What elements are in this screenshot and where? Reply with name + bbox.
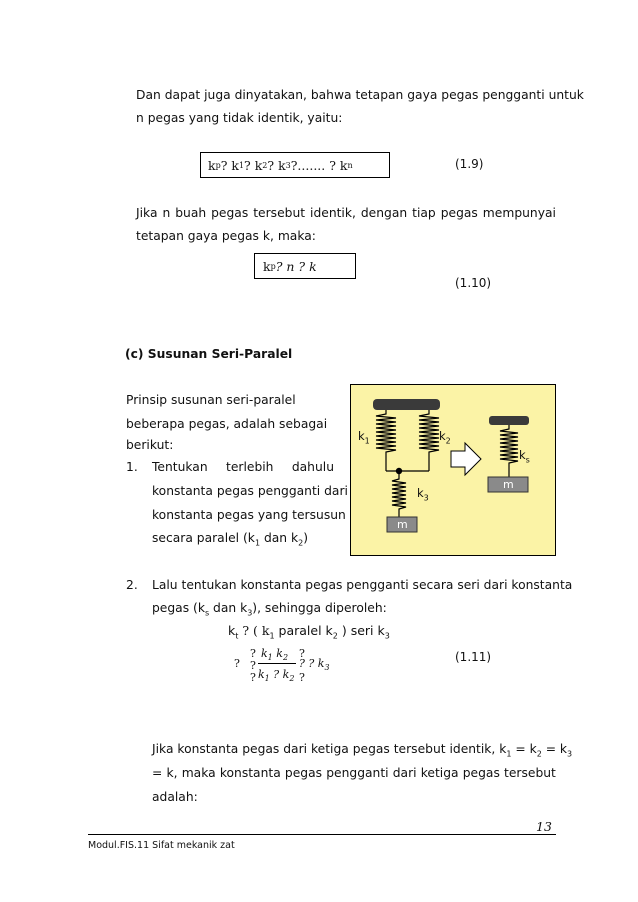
equation-number-1-9: (1.9) (455, 157, 484, 171)
item-1-line-4 (152, 530, 308, 551)
t: ) seri k (337, 623, 385, 638)
identical-line-1 (136, 205, 556, 221)
eq-kp: k (263, 258, 271, 274)
top-support (373, 399, 440, 410)
t: ? ( k (238, 623, 270, 638)
s: 1 (267, 653, 273, 663)
eq-part-a: ? k (220, 157, 239, 173)
text: = k (511, 742, 537, 756)
closing-line-1 (152, 741, 572, 762)
s: 3 (324, 663, 330, 673)
s: 1 (264, 674, 270, 684)
section-heading: (c) Susunan Seri-Paralel (125, 347, 293, 361)
intro-line-1: Dan dapat juga dinyatakan, bahwa tetapan gaya pegas pengganti untuk (136, 88, 584, 102)
t: k (519, 448, 526, 462)
spring-k3 (392, 471, 406, 517)
footer-module: Modul.FIS.11 Sifat mekanik zat (88, 840, 235, 851)
sub: 2 (536, 749, 542, 759)
text: dan k (209, 601, 248, 615)
s: 3 (423, 493, 429, 503)
t: k (276, 647, 283, 660)
eq-part-d: ?....... ? k (290, 157, 348, 173)
t: k (261, 647, 268, 660)
s: 1 (364, 436, 370, 446)
word: ketiga (420, 766, 459, 780)
label-k2 (439, 428, 451, 449)
right-support (489, 416, 529, 425)
eq-part-b: ? k (244, 157, 263, 173)
eq-part-c: ? k (267, 157, 286, 173)
s: s (525, 455, 530, 465)
text: secara paralel (k (152, 531, 255, 545)
item-1-line-3: konstanta pegas yang tersusun (152, 508, 346, 522)
word: dengan (360, 206, 408, 220)
fraction-denominator (258, 668, 294, 683)
item-1-line-1 (152, 459, 334, 475)
spring-diagram-svg (351, 385, 555, 555)
eq-sub-2: 2 (262, 160, 268, 170)
item-2-line-2 (152, 600, 387, 621)
word: pegas (284, 766, 323, 780)
t: ? k (269, 668, 290, 681)
word: = (152, 766, 163, 780)
word: identik, (310, 206, 356, 220)
word: pegas (211, 206, 249, 220)
sub: 2 (298, 538, 304, 548)
s: 3 (384, 631, 390, 641)
q-bracket: ? (250, 671, 256, 684)
eq-sub-3: 3 (285, 160, 291, 170)
text: ), sehingga diperoleh: (252, 601, 387, 615)
word: mempunyai (482, 206, 556, 220)
item-2-line-1: Lalu tentukan konstanta pegas pengganti secara seri dari konstanta (152, 578, 573, 592)
word: dahulu (291, 460, 334, 474)
word: n (162, 206, 171, 220)
equation-1-11-fraction (234, 643, 354, 691)
sub: 1 (506, 749, 512, 759)
intro-line-2: n pegas yang tidak identik, yaitu: (136, 111, 343, 125)
word: pegas (440, 206, 478, 220)
word: tiap (412, 206, 436, 220)
footer-rule (88, 834, 556, 835)
principle-line-1: Prinsip susunan seri-paralel (126, 393, 296, 407)
q-bracket: ? (250, 647, 256, 660)
sub: 3 (567, 749, 573, 759)
equation-number-1-10: (1.10) (455, 276, 492, 290)
t: k (417, 486, 424, 500)
fraction-bar (258, 663, 296, 664)
identical-line-2: tetapan gaya pegas k, maka: (136, 229, 316, 243)
q-bracket: ? (299, 671, 305, 684)
word: konstanta (219, 766, 281, 780)
item-1-line-2: konstanta pegas pengganti dari (152, 484, 348, 498)
arrow-icon (451, 443, 481, 475)
word: terlebih (226, 460, 274, 474)
spring-k1 (376, 410, 396, 471)
label-k1 (358, 428, 370, 449)
closing-line-2 (152, 765, 556, 781)
closing-line-3: adalah: (152, 790, 198, 804)
list-number-2: 2. (126, 578, 138, 592)
word: maka (181, 766, 216, 780)
page-number: 13 (536, 819, 552, 834)
word: tersebut (253, 206, 306, 220)
q-eq: ? (234, 657, 240, 670)
equation-1-10 (254, 253, 356, 279)
t: paralel k (274, 623, 333, 638)
label-k3 (417, 485, 429, 506)
equation-1-11-line-1 (228, 623, 390, 645)
sub: 3 (247, 608, 253, 618)
s: 2 (282, 653, 289, 663)
principle-line-3: berikut: (126, 438, 174, 452)
word: pengganti (326, 766, 389, 780)
eq-kp: k (208, 157, 216, 173)
word: dari (392, 766, 417, 780)
mass-right-label: m (503, 478, 514, 491)
word: pegas (462, 766, 500, 780)
spring-ks (500, 425, 518, 477)
s: 2 (289, 674, 295, 684)
sub: s (204, 608, 210, 618)
label-ks (519, 447, 530, 468)
t: k (228, 623, 236, 638)
text: ) (303, 531, 309, 545)
text: Jika konstanta pegas dari ketiga pegas tersebut identik, k (152, 742, 507, 756)
eq-rest: ? n ? k (275, 258, 317, 274)
mass-left-label: m (397, 518, 408, 531)
word: Tentukan (152, 460, 208, 474)
equation-1-9 (200, 152, 390, 178)
list-number-1: 1. (126, 460, 138, 474)
word: Jika (136, 206, 158, 220)
eq-kp-sub: p (215, 160, 221, 170)
t: k (439, 429, 446, 443)
t: ? ? k (299, 657, 325, 670)
s: 1 (269, 631, 275, 641)
eq-sub-1: 1 (238, 160, 245, 170)
eq-sub-n: n (347, 160, 353, 170)
q-bracket: ? (299, 647, 305, 660)
text: dan k (260, 531, 299, 545)
text: pegas (k (152, 601, 205, 615)
principle-line-2: beberapa pegas, adalah sebagai (126, 417, 328, 431)
spring-diagram (350, 384, 556, 556)
s: t (235, 631, 239, 641)
fraction-numerator (261, 647, 288, 662)
word: buah (175, 206, 207, 220)
sub: 1 (254, 538, 261, 548)
spring-k2 (419, 410, 439, 471)
equation-number-1-11: (1.11) (455, 650, 492, 664)
fraction-after (299, 657, 330, 672)
s: 2 (332, 631, 338, 641)
t: k (358, 429, 365, 443)
q-bracket: ? (250, 659, 256, 672)
text: = k (541, 742, 568, 756)
word: k, (166, 766, 178, 780)
t: k (258, 668, 265, 681)
eq-kp-sub: p (270, 261, 276, 271)
s: 2 (445, 436, 451, 446)
word: tersebut (504, 766, 556, 780)
